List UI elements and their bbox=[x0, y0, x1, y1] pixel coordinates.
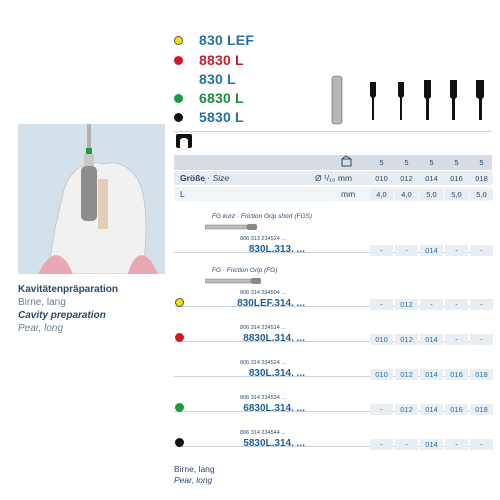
product-name: 5830L.314. ... bbox=[243, 438, 305, 449]
length-label: L bbox=[180, 189, 185, 199]
footer-en: Pear, long bbox=[174, 475, 213, 485]
left-title-de: Kavitätenpräparation bbox=[18, 284, 119, 295]
availability-cell: - bbox=[370, 404, 393, 415]
left-sub-de: Birne, lang bbox=[18, 297, 66, 308]
availability-cell: - bbox=[470, 245, 493, 256]
size-label: Größe · Size bbox=[180, 173, 230, 183]
bur-silhouette-icons bbox=[370, 80, 484, 120]
availability-cell: 018 bbox=[470, 404, 493, 415]
availability-cell: - bbox=[370, 299, 393, 310]
package-icon bbox=[340, 155, 354, 169]
color-dot-icon bbox=[175, 438, 184, 447]
product-ref: 806 314 234524 ... bbox=[240, 360, 286, 366]
legend-code: 830 LEF bbox=[199, 32, 255, 48]
color-dot-icon bbox=[175, 403, 184, 412]
availability-cell: - bbox=[445, 334, 468, 345]
availability-cell: 012 bbox=[395, 369, 418, 380]
product-ref: 806 314 234514 ... bbox=[240, 325, 286, 331]
availability-cell: - bbox=[470, 299, 493, 310]
yellow-dot-icon bbox=[174, 36, 183, 45]
availability-cell: 016 bbox=[445, 369, 468, 380]
availability-cell: 012 bbox=[395, 299, 418, 310]
group-label-fg: FG · Friction Grip (FG) bbox=[212, 267, 278, 274]
size-cell-2: 014 bbox=[420, 173, 443, 184]
color-dot-icon bbox=[175, 333, 184, 342]
left-sub-en: Pear, long bbox=[18, 323, 64, 334]
size-unit: Ø ¹/₁₀ mm bbox=[315, 173, 353, 183]
size-cell-1: 012 bbox=[395, 173, 418, 184]
product-ref: 806 314 234504 ... bbox=[240, 290, 286, 296]
availability-cell: 010 bbox=[370, 334, 393, 345]
pack-cell-1: 5 bbox=[404, 158, 409, 167]
footer-de: Birne, lang bbox=[174, 464, 215, 474]
pack-cell-2: 5 bbox=[429, 158, 434, 167]
availability-cell: - bbox=[370, 245, 393, 256]
availability-cell: - bbox=[395, 245, 418, 256]
short-shank-icon bbox=[205, 222, 265, 232]
bur-head-drawings bbox=[320, 70, 495, 132]
divider bbox=[174, 131, 492, 132]
product-ref: 806 313 234524 ... bbox=[240, 236, 286, 242]
availability-cell: - bbox=[395, 439, 418, 450]
tooth-illustration bbox=[18, 124, 165, 274]
length-cell-4: 5,0 bbox=[470, 189, 493, 200]
size-cell-0: 010 bbox=[370, 173, 393, 184]
length-cell-3: 5,0 bbox=[445, 189, 468, 200]
black-dot-icon bbox=[174, 113, 183, 122]
size-cell-3: 016 bbox=[445, 173, 468, 184]
availability-cell: 014 bbox=[420, 404, 443, 415]
legend-code: 5830 L bbox=[199, 109, 244, 125]
product-ref: 806 314 234534 ... bbox=[240, 395, 286, 401]
legend-row-830l bbox=[174, 70, 236, 88]
legend-row-830lef bbox=[174, 31, 254, 49]
legend-row-6830l bbox=[174, 89, 244, 107]
product-ref: 806 314 234544 ... bbox=[240, 430, 286, 436]
group-label-fgs: FG kurz · Friction Grip short (FGS) bbox=[212, 213, 313, 220]
availability-cell: - bbox=[370, 439, 393, 450]
availability-cell: 014 bbox=[420, 369, 443, 380]
product-name: 830L.313. ... bbox=[248, 244, 305, 255]
size-cell-4: 018 bbox=[470, 173, 493, 184]
diamond-bur-icon bbox=[332, 76, 342, 124]
availability-cell: - bbox=[470, 334, 493, 345]
length-cell-2: 5,0 bbox=[420, 189, 443, 200]
length-cell-1: 4,0 bbox=[395, 189, 418, 200]
legend-row-8830l bbox=[174, 51, 244, 69]
legend-code: 6830 L bbox=[199, 90, 244, 106]
handpiece-icon bbox=[176, 134, 192, 148]
product-name: 6830L.314. ... bbox=[243, 403, 305, 414]
left-title-en: Cavity preparation bbox=[18, 310, 106, 321]
availability-cell: 010 bbox=[370, 369, 393, 380]
product-name: 830L.314. ... bbox=[248, 368, 305, 379]
availability-cell: 014 bbox=[420, 334, 443, 345]
pack-cell-0: 5 bbox=[379, 158, 384, 167]
shank-icon bbox=[205, 276, 265, 286]
tooth-drill-icon bbox=[18, 124, 165, 274]
availability-cell: 012 bbox=[395, 334, 418, 345]
availability-cell: - bbox=[420, 299, 443, 310]
length-cell-0: 4,0 bbox=[370, 189, 393, 200]
availability-cell: - bbox=[445, 439, 468, 450]
length-unit: mm bbox=[341, 189, 356, 199]
availability-cell: 012 bbox=[395, 404, 418, 415]
availability-cell: 016 bbox=[445, 404, 468, 415]
availability-cell: 014 bbox=[420, 439, 443, 450]
red-dot-icon bbox=[174, 56, 183, 65]
availability-cell: - bbox=[445, 299, 468, 310]
legend-code: 830 L bbox=[199, 71, 236, 87]
pack-cell-3: 5 bbox=[454, 158, 459, 167]
green-dot-icon bbox=[174, 94, 183, 103]
pack-cell-4: 5 bbox=[479, 158, 484, 167]
availability-cell: - bbox=[445, 245, 468, 256]
legend-row-5830l bbox=[174, 108, 244, 126]
availability-cell: 014 bbox=[420, 245, 443, 256]
availability-cell: - bbox=[470, 439, 493, 450]
legend-code: 8830 L bbox=[199, 52, 244, 68]
product-name: 8830L.314. ... bbox=[243, 333, 305, 344]
color-dot-icon bbox=[175, 298, 184, 307]
availability-cell: 018 bbox=[470, 369, 493, 380]
product-name: 830LEF.314. ... bbox=[237, 298, 305, 309]
